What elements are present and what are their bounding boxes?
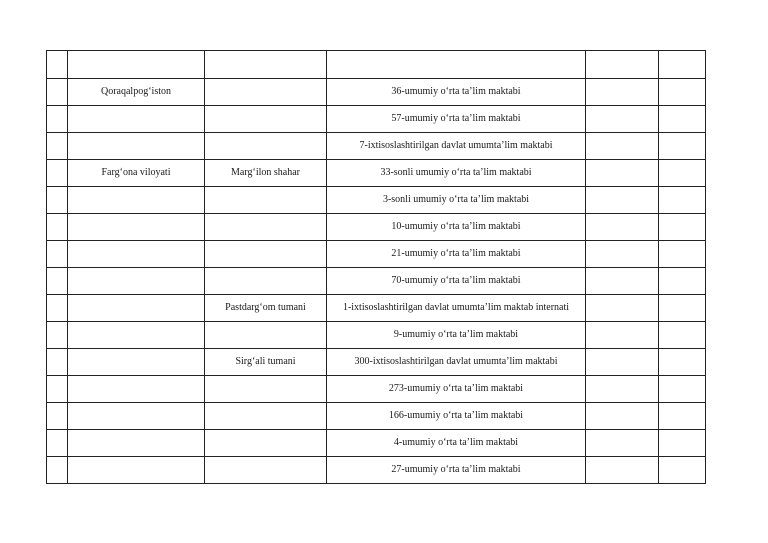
extra-cell xyxy=(659,241,706,268)
extra-cell xyxy=(659,403,706,430)
region-cell xyxy=(68,51,205,79)
school-cell: 273-umumiy o‘rta ta’lim maktabi xyxy=(327,376,586,403)
school-cell xyxy=(327,51,586,79)
schools-table xyxy=(46,50,706,484)
extra-cell xyxy=(659,187,706,214)
table-row xyxy=(47,349,706,376)
table-row xyxy=(47,295,706,322)
region-cell xyxy=(68,430,205,457)
region-cell xyxy=(68,133,205,160)
extra-cell xyxy=(586,79,659,106)
district-cell xyxy=(205,79,327,106)
district-cell xyxy=(205,376,327,403)
school-cell: 36-umumiy o‘rta ta’lim maktabi xyxy=(327,79,586,106)
district-cell xyxy=(205,403,327,430)
district-cell: Marg‘ilon shahar xyxy=(205,160,327,187)
school-cell: 3-sonli umumiy o‘rta ta’lim maktabi xyxy=(327,187,586,214)
row-number-cell xyxy=(47,376,68,403)
school-cell: 166-umumiy o‘rta ta’lim maktabi xyxy=(327,403,586,430)
extra-cell xyxy=(586,160,659,187)
row-number-cell xyxy=(47,79,68,106)
district-cell: Pastdarg‘om tumani xyxy=(205,295,327,322)
region-cell xyxy=(68,322,205,349)
table-row xyxy=(47,160,706,187)
extra-cell xyxy=(586,376,659,403)
table-row xyxy=(47,51,706,79)
school-cell: 70-umumiy o‘rta ta’lim maktabi xyxy=(327,268,586,295)
district-cell xyxy=(205,187,327,214)
extra-cell xyxy=(586,133,659,160)
district-cell xyxy=(205,322,327,349)
row-number-cell xyxy=(47,457,68,484)
extra-cell xyxy=(659,376,706,403)
row-number-cell xyxy=(47,349,68,376)
district-cell xyxy=(205,106,327,133)
table-row xyxy=(47,187,706,214)
region-cell xyxy=(68,295,205,322)
extra-cell xyxy=(659,160,706,187)
region-cell xyxy=(68,457,205,484)
school-cell: 7-ixtisoslashtirilgan davlat umumta’lim maktabi xyxy=(327,133,586,160)
table-row xyxy=(47,268,706,295)
school-cell: 1-ixtisoslashtirilgan davlat umumta’lim maktab internati xyxy=(327,295,586,322)
extra-cell xyxy=(586,187,659,214)
school-cell: 27-umumiy o‘rta ta’lim maktabi xyxy=(327,457,586,484)
extra-cell xyxy=(659,106,706,133)
district-cell xyxy=(205,457,327,484)
region-cell xyxy=(68,403,205,430)
region-cell xyxy=(68,106,205,133)
table-row xyxy=(47,79,706,106)
table-row xyxy=(47,376,706,403)
extra-cell xyxy=(586,241,659,268)
extra-cell xyxy=(659,133,706,160)
row-number-cell xyxy=(47,322,68,349)
row-number-cell xyxy=(47,295,68,322)
table-row xyxy=(47,322,706,349)
row-number-cell xyxy=(47,160,68,187)
extra-cell xyxy=(586,214,659,241)
row-number-cell xyxy=(47,133,68,160)
row-number-cell xyxy=(47,106,68,133)
region-cell xyxy=(68,241,205,268)
row-number-cell xyxy=(47,268,68,295)
row-number-cell xyxy=(47,187,68,214)
district-cell xyxy=(205,241,327,268)
region-cell xyxy=(68,268,205,295)
district-cell xyxy=(205,214,327,241)
extra-cell xyxy=(659,51,706,79)
extra-cell xyxy=(659,322,706,349)
extra-cell xyxy=(586,106,659,133)
region-cell xyxy=(68,187,205,214)
row-number-cell xyxy=(47,214,68,241)
extra-cell xyxy=(586,349,659,376)
table-row xyxy=(47,241,706,268)
table-row xyxy=(47,133,706,160)
extra-cell xyxy=(659,430,706,457)
region-cell xyxy=(68,214,205,241)
school-cell: 21-umumiy o‘rta ta’lim maktabi xyxy=(327,241,586,268)
region-cell: Qoraqalpog‘iston xyxy=(68,79,205,106)
extra-cell xyxy=(586,457,659,484)
row-number-cell xyxy=(47,430,68,457)
extra-cell xyxy=(659,349,706,376)
table-row xyxy=(47,430,706,457)
school-cell: 4-umumiy o‘rta ta’lim maktabi xyxy=(327,430,586,457)
district-cell xyxy=(205,268,327,295)
extra-cell xyxy=(586,51,659,79)
school-cell: 33-sonli umumiy o‘rta ta’lim maktabi xyxy=(327,160,586,187)
district-cell xyxy=(205,133,327,160)
region-cell xyxy=(68,349,205,376)
school-cell: 9-umumiy o‘rta ta’lim maktabi xyxy=(327,322,586,349)
extra-cell xyxy=(586,268,659,295)
row-number-cell xyxy=(47,403,68,430)
school-cell: 300-ixtisoslashtirilgan davlat umumta’lim maktabi xyxy=(327,349,586,376)
table-row xyxy=(47,214,706,241)
region-cell xyxy=(68,376,205,403)
row-number-cell xyxy=(47,51,68,79)
row-number-cell xyxy=(47,241,68,268)
district-cell xyxy=(205,51,327,79)
table-row xyxy=(47,403,706,430)
district-cell: Sirg‘ali tumani xyxy=(205,349,327,376)
extra-cell xyxy=(586,322,659,349)
extra-cell xyxy=(659,214,706,241)
extra-cell xyxy=(586,403,659,430)
extra-cell xyxy=(586,295,659,322)
school-cell: 10-umumiy o‘rta ta’lim maktabi xyxy=(327,214,586,241)
table-row xyxy=(47,457,706,484)
extra-cell xyxy=(586,430,659,457)
extra-cell xyxy=(659,295,706,322)
school-cell: 57-umumiy o‘rta ta’lim maktabi xyxy=(327,106,586,133)
extra-cell xyxy=(659,79,706,106)
district-cell xyxy=(205,430,327,457)
extra-cell xyxy=(659,268,706,295)
region-cell: Farg‘ona viloyati xyxy=(68,160,205,187)
table-row xyxy=(47,106,706,133)
extra-cell xyxy=(659,457,706,484)
